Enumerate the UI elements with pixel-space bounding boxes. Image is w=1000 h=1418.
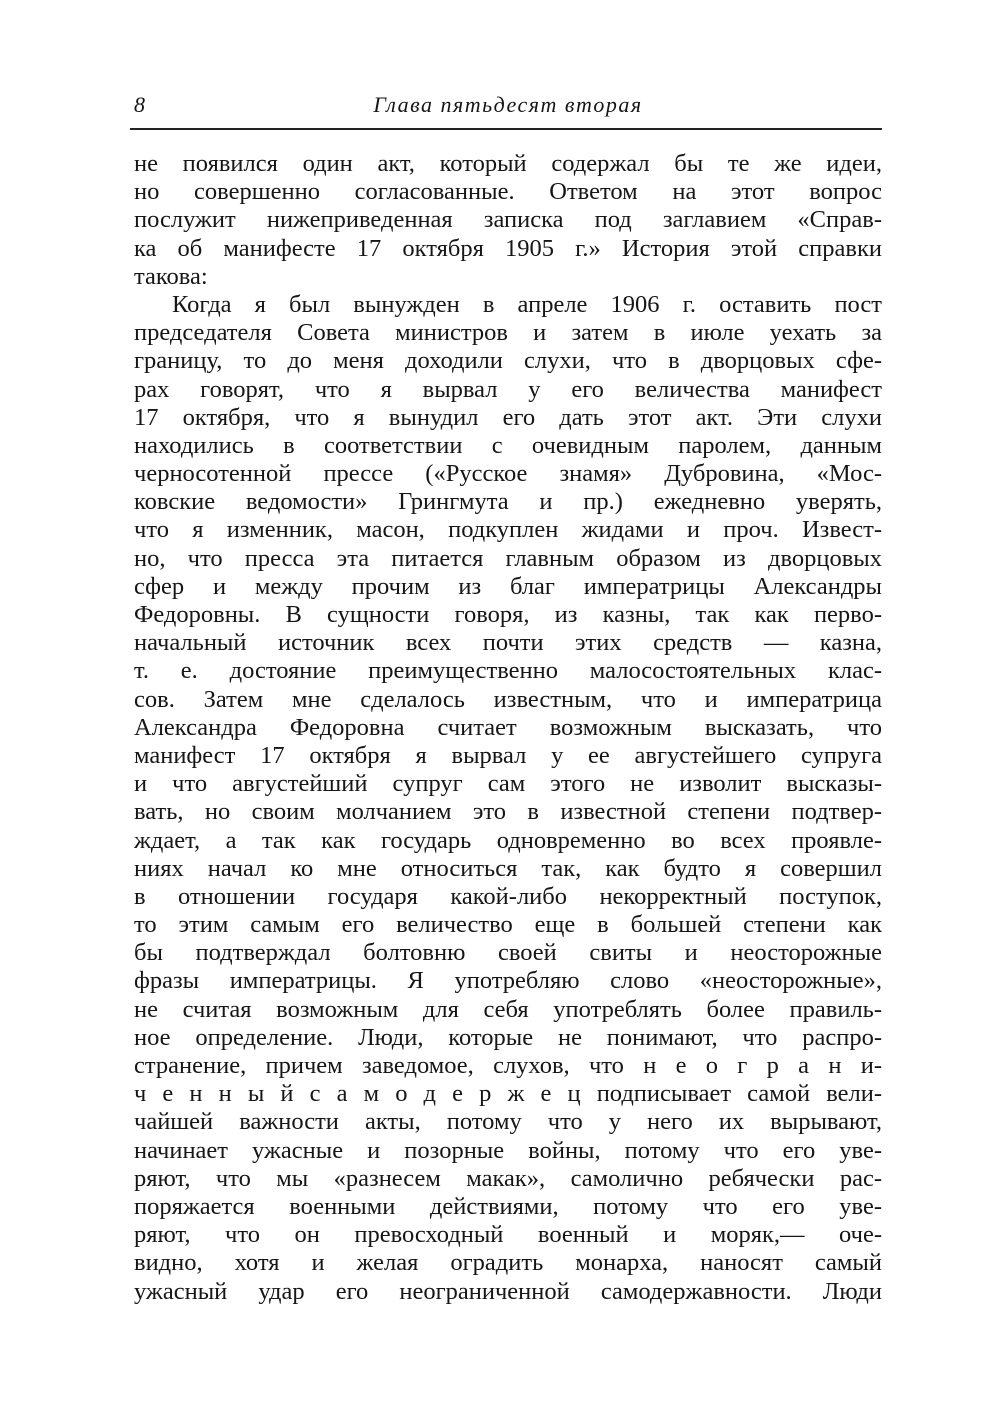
- text-line: находились в соответствии с очевидным паролем, данным: [134, 431, 882, 459]
- body-text: [134, 150, 882, 1306]
- text-line: Федоровны. В сущности говоря, из казны, так как перво-: [134, 601, 882, 628]
- running-title: Глава пятьдесят вторая: [373, 92, 643, 117]
- text-line: ужасный удар его неограниченной самодержавности. Люди: [134, 1277, 882, 1305]
- text-line: вать, но своим молчанием это в известной степени подтвер-: [134, 798, 882, 826]
- text-line: чайшей важности акты, потому что у него их вырывают,: [134, 1108, 882, 1136]
- text-line: Александра Федоровна считает возможным высказать, что: [134, 713, 882, 741]
- text-line: ч е н н ы й с а м о д е р ж е ц подписывает самой вели-: [134, 1080, 882, 1108]
- text-line: ряют, что мы «разнесем макак», самолично ребячески рас-: [134, 1164, 882, 1192]
- text-line: председателя Совета министров и затем в июле уехать за: [134, 319, 882, 347]
- text-line: манифест 17 октября я вырвал у ее августейшего супруга: [134, 741, 882, 769]
- text-line: видно, хотя и желая оградить монарха, наносят самый: [134, 1249, 882, 1277]
- text-line: т. е. достояние преимущественно малосостоятельных клас-: [134, 657, 882, 685]
- text-line: сов. Затем мне сделалось известным, что и императрица: [134, 685, 882, 713]
- text-line: границу, то до меня доходили слухи, что в дворцовых сфе-: [134, 347, 882, 375]
- text-line: но, что пресса эта питается главным образом из дворцовых: [134, 544, 882, 572]
- text-line: ка об манифесте 17 октября 1905 г.» История этой справки: [134, 234, 882, 262]
- text-line: ждает, а так как государь одновременно во всех проявле-: [134, 826, 882, 854]
- text-line: черносотенной прессе («Русское знамя» Дубровина, «Мос-: [134, 460, 882, 488]
- text-line: рах говорят, что я вырвал у его величества манифест: [134, 375, 882, 403]
- text-line: ниях начал ко мне относиться так, как будто я совершил: [134, 854, 882, 882]
- text-line: такова:: [134, 262, 208, 290]
- text-line: но совершенно согласованные. Ответом на этот вопрос: [134, 178, 882, 206]
- text-line: бы подтверждал болтовню своей свиты и неосторожные: [134, 939, 882, 967]
- text-line: начинает ужасные и позорные войны, потому что его уве-: [134, 1136, 882, 1164]
- text-line: поряжается военными действиями, потому что его уве-: [134, 1192, 882, 1220]
- text-line: ковские ведомости» Грингмута и пр.) ежедневно уверять,: [134, 488, 882, 516]
- text-line: сфер и между прочим из благ императрицы Александры: [134, 572, 882, 600]
- header-rule: [130, 128, 882, 130]
- text-line: 17 октября, что я вынудил его дать этот акт. Эти слухи: [134, 403, 882, 431]
- text-line: ное определение. Люди, которые не понимают, что распро-: [134, 1023, 882, 1051]
- text-line: и что августейший супруг сам этого не изволит высказы-: [134, 770, 882, 798]
- text-line: странение, причем заведомое, слухов, что н е о г р а н и-: [134, 1052, 882, 1079]
- text-line: послужит нижеприведенная записка под заглавием «Справ-: [134, 206, 882, 234]
- text-line: не считая возможным для себя употреблять более правиль-: [134, 995, 882, 1023]
- text-line: то этим самым его величество еще в большей степени как: [134, 911, 882, 939]
- text-line: фразы императрицы. Я употребляю слово «неосторожные»,: [134, 967, 882, 995]
- text-line: ряют, что он превосходный военный и моряк,— оче-: [134, 1221, 882, 1249]
- paragraph-first-line: Когда я был вынужден в апреле 1906 г. оставить пост: [172, 290, 882, 318]
- text-line: начальный источник всех почти этих средств — казна,: [134, 629, 882, 657]
- text-line: в отношении государя какой-либо некорректный поступок,: [134, 882, 882, 910]
- page-header: [134, 88, 882, 128]
- page-number: 8: [134, 92, 145, 117]
- text-line: не появился один акт, который содержал бы те же идеи,: [134, 150, 882, 177]
- text-line: что я изменник, масон, подкуплен жидами и проч. Извест-: [134, 516, 882, 544]
